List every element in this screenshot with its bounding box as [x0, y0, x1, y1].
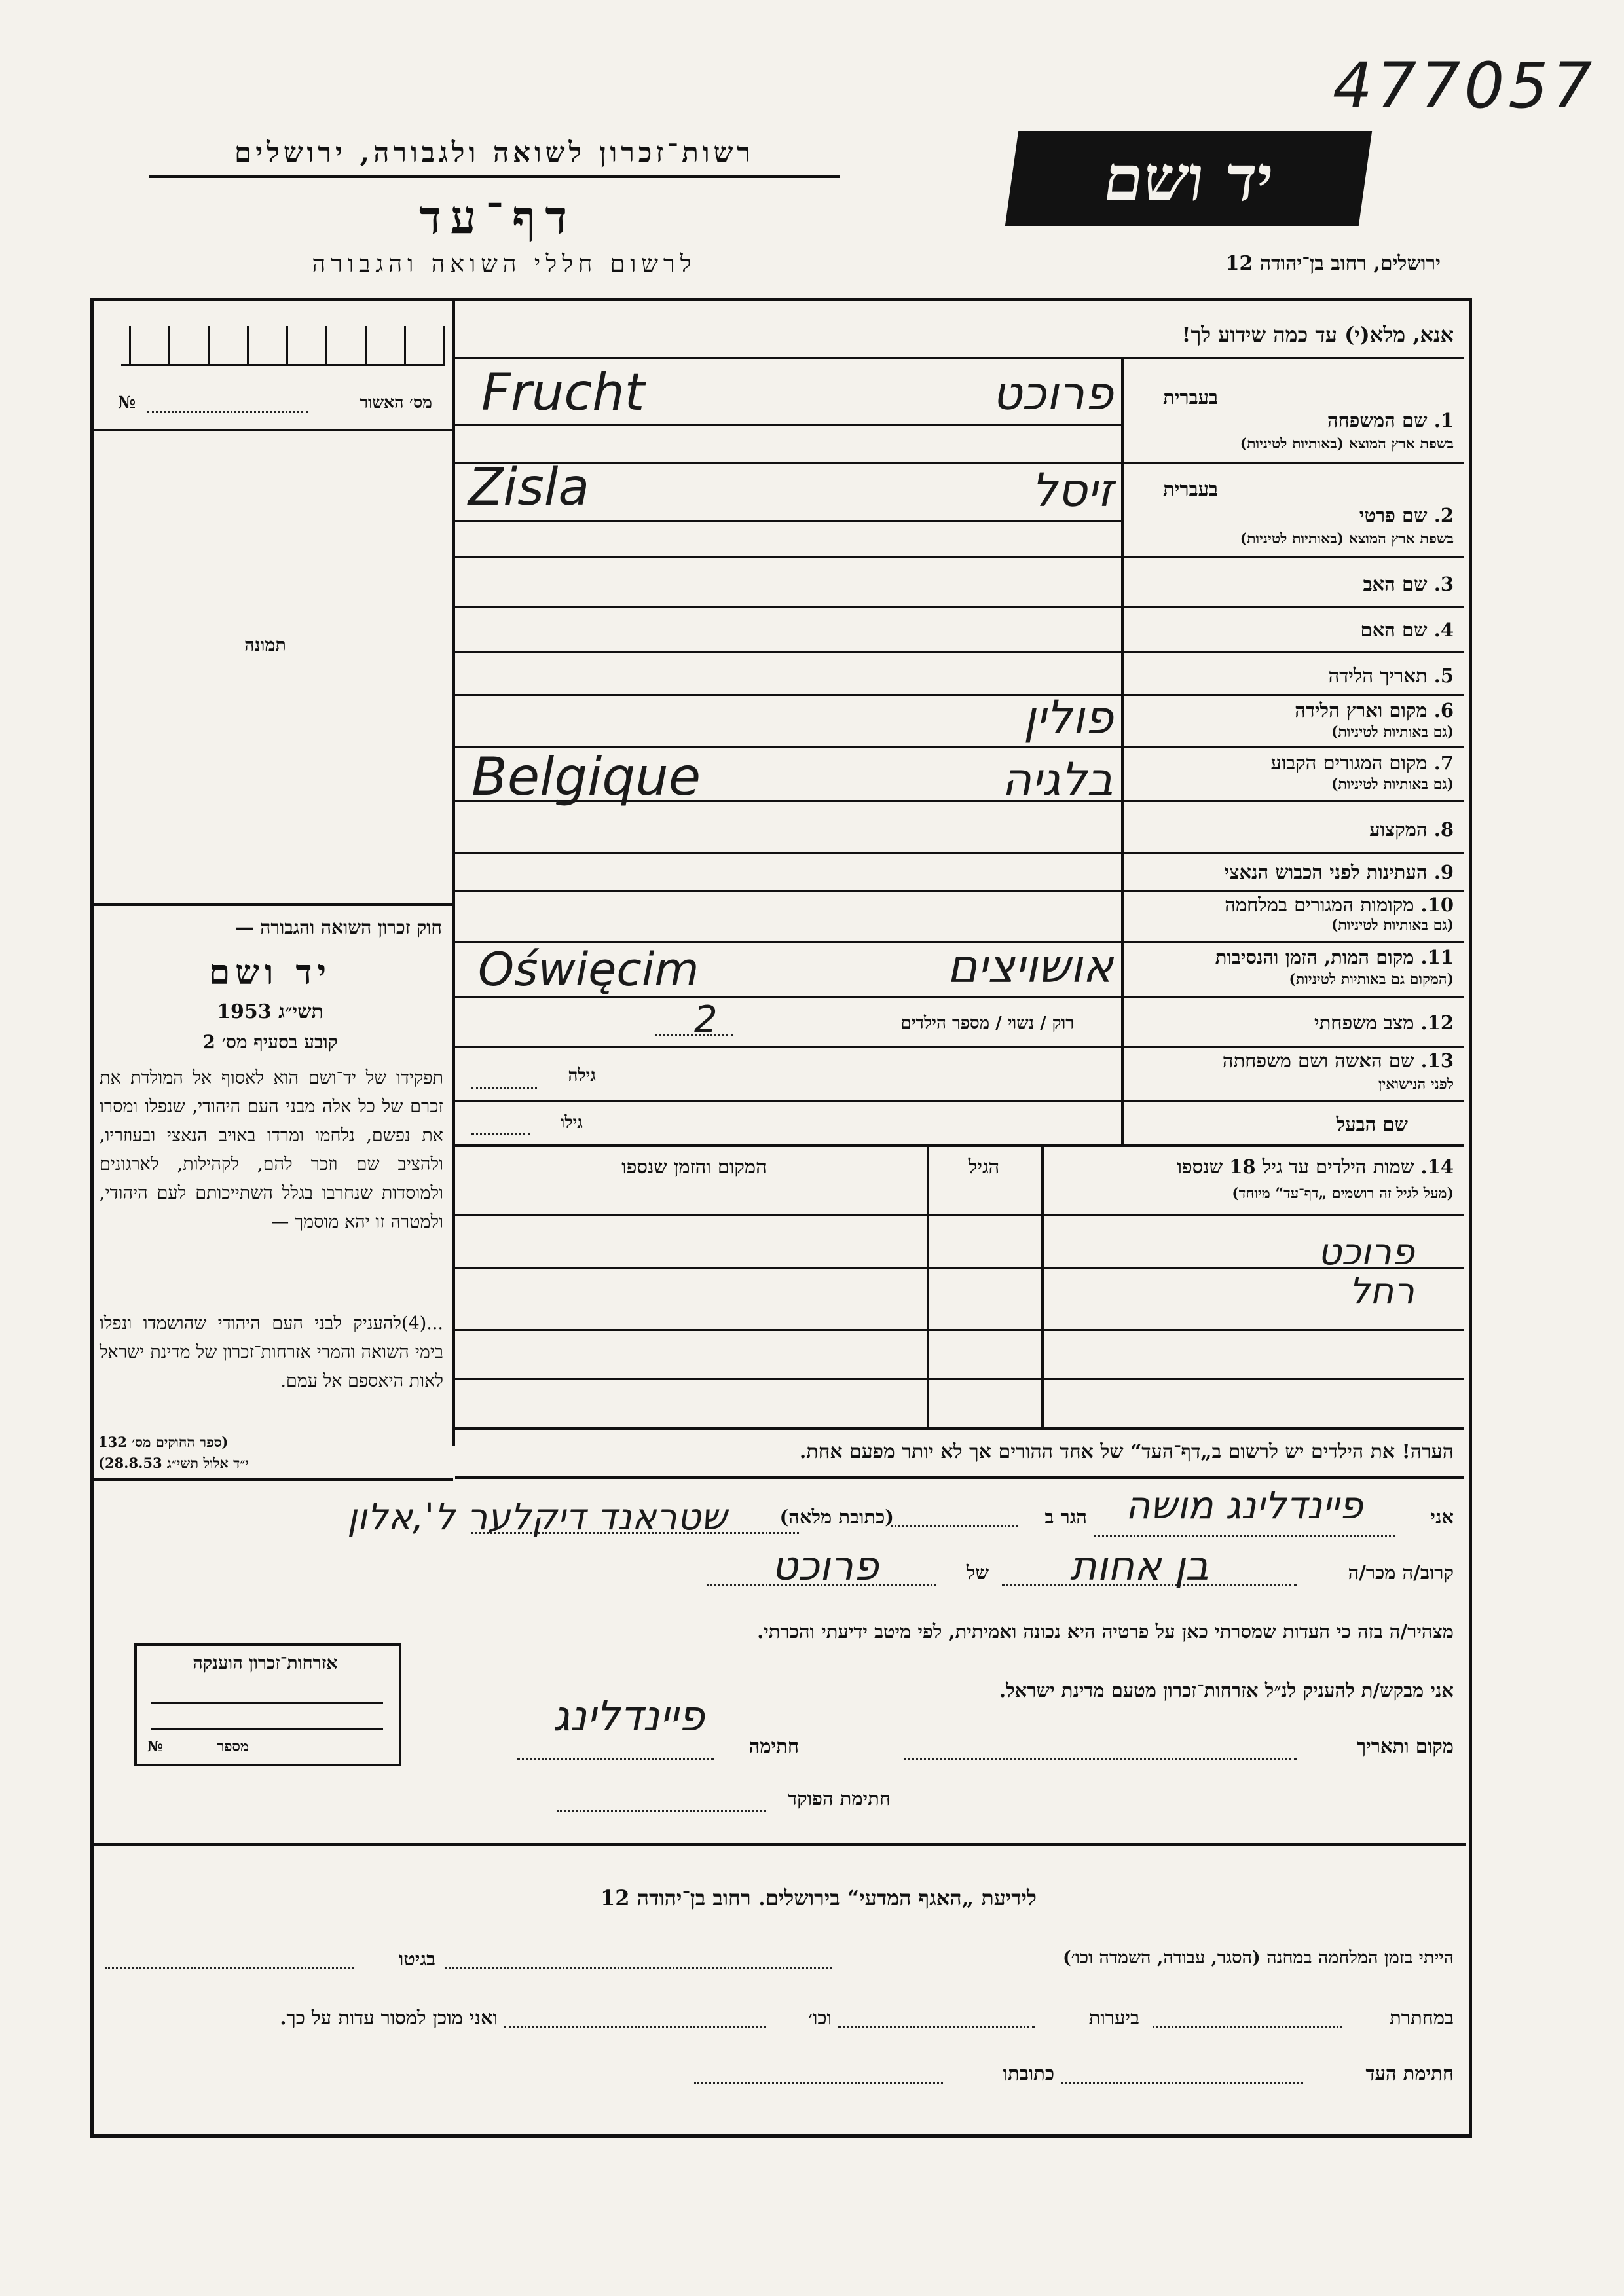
- field-11-text: מקום המות, הזמן והנסיבות: [1215, 946, 1414, 968]
- hebrew-label-1: בעברית: [1163, 386, 1218, 409]
- row-line-14: [455, 1144, 1464, 1147]
- field-12-text: מצב משפחתי: [1314, 1011, 1414, 1034]
- row-line-6: [1124, 746, 1464, 748]
- data-line-8: [455, 852, 1121, 854]
- law-year: תשי״ג 1953: [217, 1000, 323, 1023]
- footer-forests-label: ביערות: [1088, 2007, 1139, 2029]
- field-13-text: שם האשה ושם משפחתה: [1222, 1049, 1414, 1072]
- footer-etc-field[interactable]: [504, 2026, 766, 2028]
- law-title: חוק זכרון השואה והגבורה —: [235, 917, 442, 938]
- decl-of-value[interactable]: פרוכט: [771, 1542, 879, 1590]
- footer-underground-field[interactable]: [1153, 2026, 1342, 2028]
- husband-label: שם הבעל: [1336, 1113, 1408, 1135]
- children-row-line-3: [455, 1378, 1464, 1380]
- photo-box-bottom: [92, 903, 453, 906]
- approval-label: מס׳ האשור: [360, 393, 432, 412]
- footer-underground-label: במחתרת: [1390, 2007, 1454, 2029]
- child-entry-1[interactable]: פרוכט: [1318, 1231, 1414, 1273]
- field-7-label: [1133, 752, 1454, 774]
- field-2-num: 2.: [1433, 504, 1454, 526]
- field-3-text: שם האב: [1363, 573, 1428, 595]
- footer-divider: [92, 1843, 1466, 1846]
- citizenship-number-sign: №: [147, 1738, 163, 1755]
- husband-age-label: גילו: [560, 1113, 583, 1133]
- data-line-4: [455, 651, 1121, 653]
- footer-witness-sig-field[interactable]: [1061, 2082, 1303, 2084]
- field-5-num: 5.: [1433, 665, 1454, 687]
- field-7-num: 7.: [1433, 752, 1454, 774]
- row-line-10: [1124, 941, 1464, 943]
- children-sub: (מעל לגיל זה רושמים „דף־עד“ מיוחד): [1232, 1185, 1454, 1202]
- field-8-text: המקצוע: [1369, 818, 1428, 841]
- decl-of-field[interactable]: [707, 1584, 936, 1586]
- children-bottom-line: [455, 1427, 1464, 1430]
- decl-place-date-label: מקום ותאריך: [1356, 1735, 1454, 1757]
- field-11-sub: (המקום גם באותיות לטיניות): [1289, 971, 1454, 988]
- decl-relation-value[interactable]: בן אחות: [1069, 1542, 1209, 1590]
- children-label: [1048, 1156, 1454, 1178]
- children-count-field[interactable]: [655, 1034, 733, 1036]
- decl-official-field[interactable]: [557, 1810, 766, 1812]
- intro-line: [455, 357, 1464, 359]
- citizenship-number-label: מספר: [217, 1738, 249, 1755]
- field-13-label: [1133, 1049, 1454, 1072]
- children-age-col: הגיל: [968, 1156, 1000, 1178]
- row-line-12: [455, 1046, 1464, 1048]
- footer-forests-field[interactable]: [838, 2026, 1035, 2028]
- decl-request: אני מבקש/ת להעניק לנ״ל אזרחות־זכרון מטעם מדינת ישראל.: [999, 1679, 1454, 1702]
- field-2-label: [1133, 504, 1454, 527]
- row-line-5: [1124, 694, 1464, 696]
- field-3-num: 3.: [1433, 573, 1454, 595]
- footer-witness-sig-label: חתימת העד: [1365, 2062, 1454, 2085]
- field-1-text: שם המשפחה: [1327, 409, 1428, 431]
- field-1-sub: בשפת ארץ המוצא (באותיות לטיניות): [1240, 435, 1454, 452]
- row-line-2: [1124, 556, 1464, 558]
- decl-relation-field[interactable]: [1002, 1584, 1297, 1586]
- field-12-label: [1133, 1011, 1454, 1034]
- decl-relation-label: קרוב/ה מכר/ה: [1348, 1561, 1454, 1584]
- children-header-line: [455, 1214, 1464, 1216]
- field-11-num: 11.: [1420, 946, 1454, 968]
- form-number: 477057: [1333, 49, 1596, 122]
- residence-hebrew-value[interactable]: בלגיה: [1001, 753, 1113, 807]
- decl-i-label: אני: [1430, 1506, 1454, 1528]
- field-4-label: [1133, 619, 1454, 642]
- citizenship-box-label: אזרחות־זכרון הוענקה: [193, 1653, 338, 1673]
- field-10-sub: (גם באותיות לטיניות): [1331, 917, 1454, 934]
- footer-ghetto-field[interactable]: [105, 1967, 354, 1969]
- note-text: הערה! את הילדים יש לרשום ב„דף־העד“ של אחד ההורים אך לא יותר מפעם אחת.: [799, 1440, 1454, 1463]
- decl-signature-field[interactable]: [517, 1758, 714, 1760]
- footer-address-label: כתובתו: [1003, 2062, 1054, 2085]
- law-clause: קובע בסעיף מס׳ 2: [202, 1031, 338, 1053]
- field-6-sub: (גם באותיות לטיניות): [1331, 723, 1454, 740]
- field-8-num: 8.: [1433, 818, 1454, 841]
- husband-age-field[interactable]: [471, 1133, 530, 1135]
- citizenship-line-1: [151, 1702, 383, 1704]
- row-line-1: [1124, 462, 1464, 464]
- labels-column-divider: [1121, 359, 1124, 1144]
- approval-ticks: [121, 321, 445, 367]
- death-place-hebrew-value[interactable]: אושויצים: [947, 939, 1113, 993]
- children-row-line-2: [455, 1329, 1464, 1331]
- law-body: תפקידו של יד־ושם הוא לאסוף אל המולדת את זכרם של כל אלה מבני העם היהודי, שנפלו ומסרו את נפשם, נלחמו ומרדו באויב הנאצי ובעוזריו, ולהציב שם וזכר להם, לקהילות, לארגונים ולמוסדות שנחרבו בגלל השתייכותם לעם היהודי, ולמטרה זו יהא מוסמך —: [100, 1068, 443, 1232]
- firstname-hebrew-value[interactable]: זיסל: [1031, 464, 1113, 517]
- law-item4: ...(4)להעניק לבני העם היהודי שהושמדו ונפלו בימי השואה והמרי אזרחות־זכרון של מדינת ישראל לאות היאספם אל עמם.: [100, 1313, 443, 1391]
- data-line-9: [455, 890, 1121, 892]
- approval-field[interactable]: [147, 411, 308, 413]
- field-2-text: שם פרטי: [1359, 504, 1428, 526]
- data-line-2b: [455, 556, 1121, 558]
- law-ref1: (ספר החוקים מס׳ 132: [98, 1434, 229, 1450]
- field-4-text: שם האם: [1360, 619, 1428, 641]
- children-num: 14.: [1420, 1156, 1454, 1178]
- law-box-bottom: [92, 1478, 453, 1481]
- field-10-label: [1133, 894, 1454, 917]
- field-11-label: [1133, 946, 1454, 969]
- field-5-label: [1133, 665, 1454, 687]
- data-line-2a: [455, 520, 1121, 522]
- data-line-3: [455, 606, 1121, 608]
- wife-age-field[interactable]: [471, 1087, 537, 1089]
- field-1-label: [1133, 409, 1454, 432]
- form-title: דף־עד: [418, 190, 576, 244]
- field-1-num: 1.: [1433, 409, 1454, 431]
- decl-official-label: חתימת הפוקד: [788, 1787, 891, 1810]
- decl-resides-label: הגר ב: [1044, 1506, 1087, 1528]
- wife-age-label: גילה: [568, 1066, 596, 1085]
- row-line-13: [1124, 1100, 1464, 1102]
- row-line-9: [1124, 890, 1464, 892]
- hebrew-label-2: בעברית: [1163, 478, 1218, 500]
- field-10-text: מקומות המגורים במלחמה: [1225, 894, 1414, 916]
- field-8-label: [1133, 818, 1454, 841]
- children-col-divider-2: [927, 1146, 929, 1427]
- surname-latin-value[interactable]: Frucht: [481, 363, 645, 422]
- field-6-num: 6.: [1433, 699, 1454, 721]
- footer-title: לידיעת „האגף המדעי“ בירושלים. רחוב בן־יהודה 12: [600, 1886, 1037, 1910]
- footer-camp-field[interactable]: [445, 1967, 832, 1969]
- footer-line1: הייתי בזמן המלחמה במחנה (הסגר, עבודה, השמדה וכו׳): [1063, 1948, 1454, 1968]
- field-7-sub: (גם באותיות לטיניות): [1331, 776, 1454, 793]
- footer-address-field[interactable]: [694, 2082, 943, 2084]
- decl-statement: מצהיר/ה בזה כי העדות שמסרתי כאן על פרטיה היא נכונה ואמיתית, לפי מיטב ידיעתי והכרתי.: [757, 1620, 1454, 1643]
- death-place-latin-value[interactable]: Oświęcim: [478, 943, 699, 996]
- field-12-options: רוק / נשוי / מספר הילדים: [900, 1013, 1074, 1033]
- citizenship-line-2: [151, 1728, 383, 1730]
- yad-vashem-logo: [1005, 131, 1372, 226]
- decl-place-date-field[interactable]: [904, 1758, 1297, 1760]
- row-line-7: [1124, 800, 1464, 802]
- field-4-num: 4.: [1433, 619, 1454, 641]
- footer-ready-label: ואני מוכן למסור עדות על כך.: [280, 2007, 498, 2029]
- firstname-latin-value[interactable]: Zisla: [468, 458, 590, 517]
- row-line-8: [1124, 852, 1464, 854]
- law-name: יד ושם: [208, 953, 332, 993]
- field-9-text: העתינות לפני הכבוש הנאצי: [1224, 861, 1428, 883]
- surname-hebrew-value[interactable]: פרוכט: [992, 367, 1113, 420]
- row-line-3: [1124, 606, 1464, 608]
- children-place-col: המקום והזמן שנספו: [621, 1156, 767, 1178]
- field-13-num: 13.: [1420, 1049, 1454, 1072]
- approval-no-sign: №: [118, 393, 136, 412]
- field-5-text: תאריך הלידה: [1328, 665, 1428, 687]
- decl-i-value[interactable]: פיינדלינג מושה: [1125, 1483, 1363, 1527]
- children-count-value[interactable]: 2: [694, 998, 718, 1041]
- intro-text: אנא, מלא(י) עד כמה שידוע לך!: [1181, 322, 1454, 347]
- form-subtitle: לרשום חללי השואה והגבורה: [312, 251, 697, 278]
- field-6-label: [1133, 699, 1454, 722]
- field-3-label: [1133, 573, 1454, 596]
- residence-latin-value[interactable]: Belgique: [471, 746, 701, 807]
- org-address: ירושלים, רחוב בן־יהודה 12: [1225, 252, 1441, 275]
- field-13-sub: לפני הנישואין: [1378, 1076, 1454, 1093]
- decl-address-field[interactable]: [471, 1532, 799, 1534]
- children-text: שמות הילדים עד גיל 18 שנספו: [1177, 1156, 1414, 1178]
- decl-resides-field[interactable]: [891, 1525, 1018, 1527]
- birthplace-hebrew-value[interactable]: פולין: [1023, 691, 1113, 744]
- org-underline: [149, 175, 840, 178]
- field-2-sub: בשפת ארץ המוצא (באותיות לטיניות): [1240, 530, 1454, 547]
- decl-of-label: של: [966, 1561, 989, 1584]
- logo-text: יד ושם: [1099, 141, 1278, 215]
- row-line-4: [1124, 651, 1464, 653]
- org-name: רשות־זכרון לשואה ולגבורה, ירושלים: [234, 136, 754, 168]
- field-6-text: מקום וארץ הלידה: [1295, 699, 1428, 721]
- decl-address-value[interactable]: שטראנד דיקלער ל',אלון: [347, 1496, 727, 1539]
- field-9-num: 9.: [1433, 861, 1454, 883]
- decl-signature-label: חתימה: [748, 1735, 799, 1757]
- law-ref2: י״ד אלול תשי״ג 28.8.53): [98, 1455, 249, 1471]
- left-column-divider: [452, 300, 455, 1446]
- footer-ghetto-label: בגיטו: [398, 1948, 435, 1970]
- data-line-13: [455, 1100, 1121, 1102]
- decl-i-field[interactable]: [1094, 1535, 1395, 1537]
- children-col-divider-1: [1041, 1146, 1044, 1427]
- field-7-text: מקום המגורים הקבוע: [1270, 752, 1428, 774]
- field-10-num: 10.: [1420, 894, 1454, 916]
- field-9-label: [1133, 861, 1454, 884]
- note-line: [455, 1476, 1464, 1479]
- decl-address-label: (כתובת מלאה): [779, 1506, 894, 1528]
- decl-signature-value[interactable]: פיינדלינג: [553, 1692, 705, 1741]
- field-12-num: 12.: [1420, 1011, 1454, 1034]
- approval-box-bottom: [92, 429, 453, 431]
- photo-label: תמונה: [244, 635, 286, 655]
- child-entry-2[interactable]: רחל: [1348, 1270, 1414, 1313]
- footer-etc-label: וכו׳: [808, 2007, 832, 2029]
- data-line-1a: [455, 424, 1121, 426]
- row-line-11: [455, 996, 1464, 998]
